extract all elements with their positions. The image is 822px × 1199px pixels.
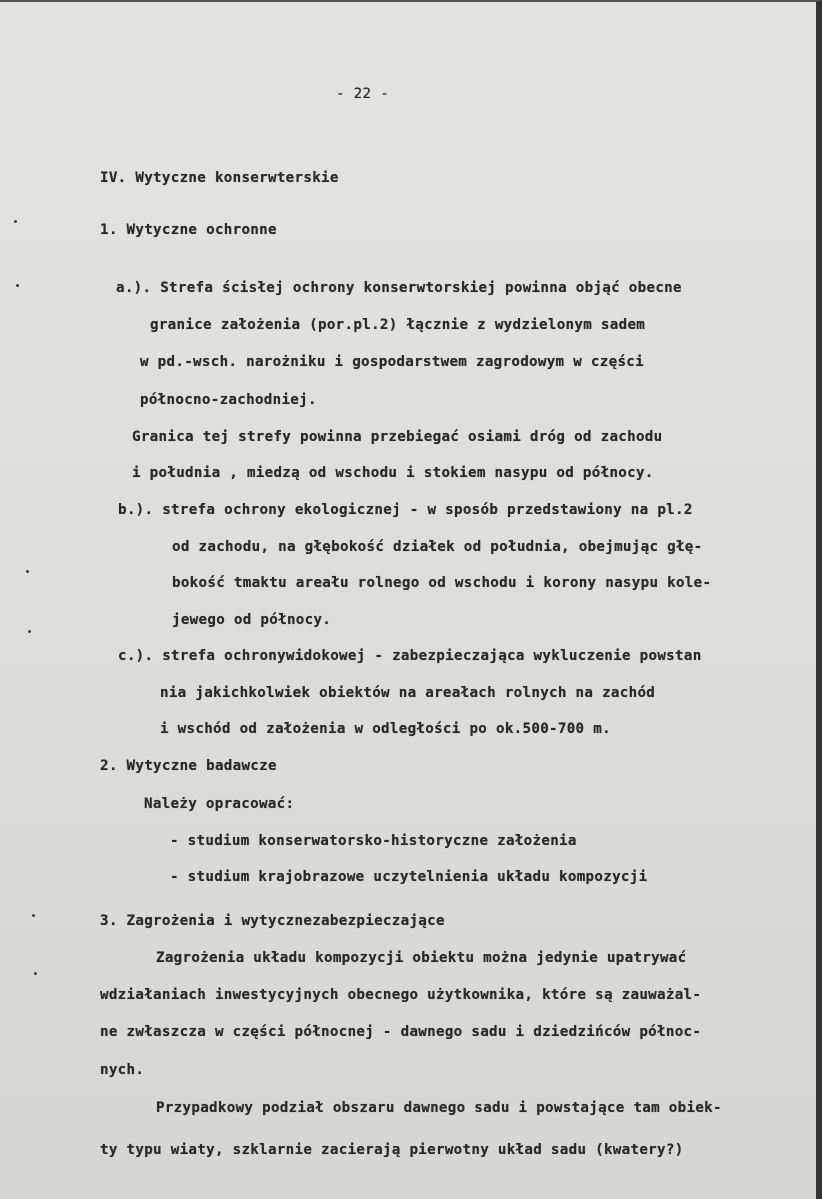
research-intro: Należy opracować: xyxy=(144,796,295,812)
page-number: - 22 - xyxy=(336,86,390,102)
paragraph-a-line: w pd.-wsch. narożniku i gospodarstwem zagrodowym w części xyxy=(140,354,644,370)
research-item: - studium konserwatorsko-historyczne założenia xyxy=(170,833,577,849)
paragraph-b-line: b.). strefa ochrony ekologicznej - w sposób przedstawiony na pl.2 xyxy=(118,502,693,518)
margin-mark xyxy=(16,284,19,287)
margin-mark xyxy=(14,220,17,223)
threats-paragraph-line: ne zwłaszcza w części północnej - dawnego sadu i dziedzińców północ- xyxy=(100,1024,702,1040)
margin-mark xyxy=(34,972,37,975)
subheading-research: 2. Wytyczne badawcze xyxy=(100,758,277,774)
paragraph-c-line: nia jakichkolwiek obiektów na areałach rolnych na zachód xyxy=(160,685,656,701)
margin-mark xyxy=(28,630,31,633)
paragraph-a-line: granice założenia (por.pl.2) łącznie z wydzielonym sadem xyxy=(150,317,646,333)
research-item: - studium krajobrazowe uczytelnienia układu kompozycji xyxy=(170,869,648,885)
section-heading: IV. Wytyczne konserwterskie xyxy=(100,170,339,186)
paragraph-b-line: od zachodu, na głębokość działek od południa, obejmując głę- xyxy=(172,539,703,555)
threats-paragraph-line: nych. xyxy=(100,1062,145,1078)
threats-paragraph-line: ty typu wiaty, szklarnie zacierają pierwotny układ sadu (kwatery?) xyxy=(100,1142,684,1158)
margin-mark xyxy=(32,914,35,917)
paragraph-b-line: bokość tmaktu areału rolnego od wschodu i korony nasypu kole- xyxy=(172,575,712,591)
subheading-protective: 1. Wytyczne ochronne xyxy=(100,222,277,238)
paragraph-a-line: północno-zachodniej. xyxy=(140,392,317,408)
paragraph-a-line: a.). Strefa ścisłej ochrony konserwtorskiej powinna objąć obecne xyxy=(116,280,682,296)
paragraph-c-line: c.). strefa ochronywidokowej - zabezpieczająca wykluczenie powstan xyxy=(118,648,702,664)
threats-paragraph-line: Zagrożenia układu kompozycji obiektu można jedynie upatrywać xyxy=(156,950,687,966)
subheading-threats: 3. Zagrożenia i wytycznezabezpieczające xyxy=(100,913,445,929)
paragraph-a-line: Granica tej strefy powinna przebiegać osiami dróg od zachodu xyxy=(132,429,663,445)
margin-mark xyxy=(26,570,29,573)
paragraph-b-line: jewego od północy. xyxy=(172,612,332,628)
paragraph-a-line: i południa , miedzą od wschodu i stokiem nasypu od północy. xyxy=(132,465,654,481)
paragraph-c-line: i wschód od założenia w odległości po ok.500-700 m. xyxy=(160,721,611,737)
threats-paragraph-line: wdziałaniach inwestycyjnych obecnego użytkownika, które są zauważal- xyxy=(100,987,702,1003)
threats-paragraph-line: Przypadkowy podział obszaru dawnego sadu i powstające tam obiek- xyxy=(156,1100,722,1116)
